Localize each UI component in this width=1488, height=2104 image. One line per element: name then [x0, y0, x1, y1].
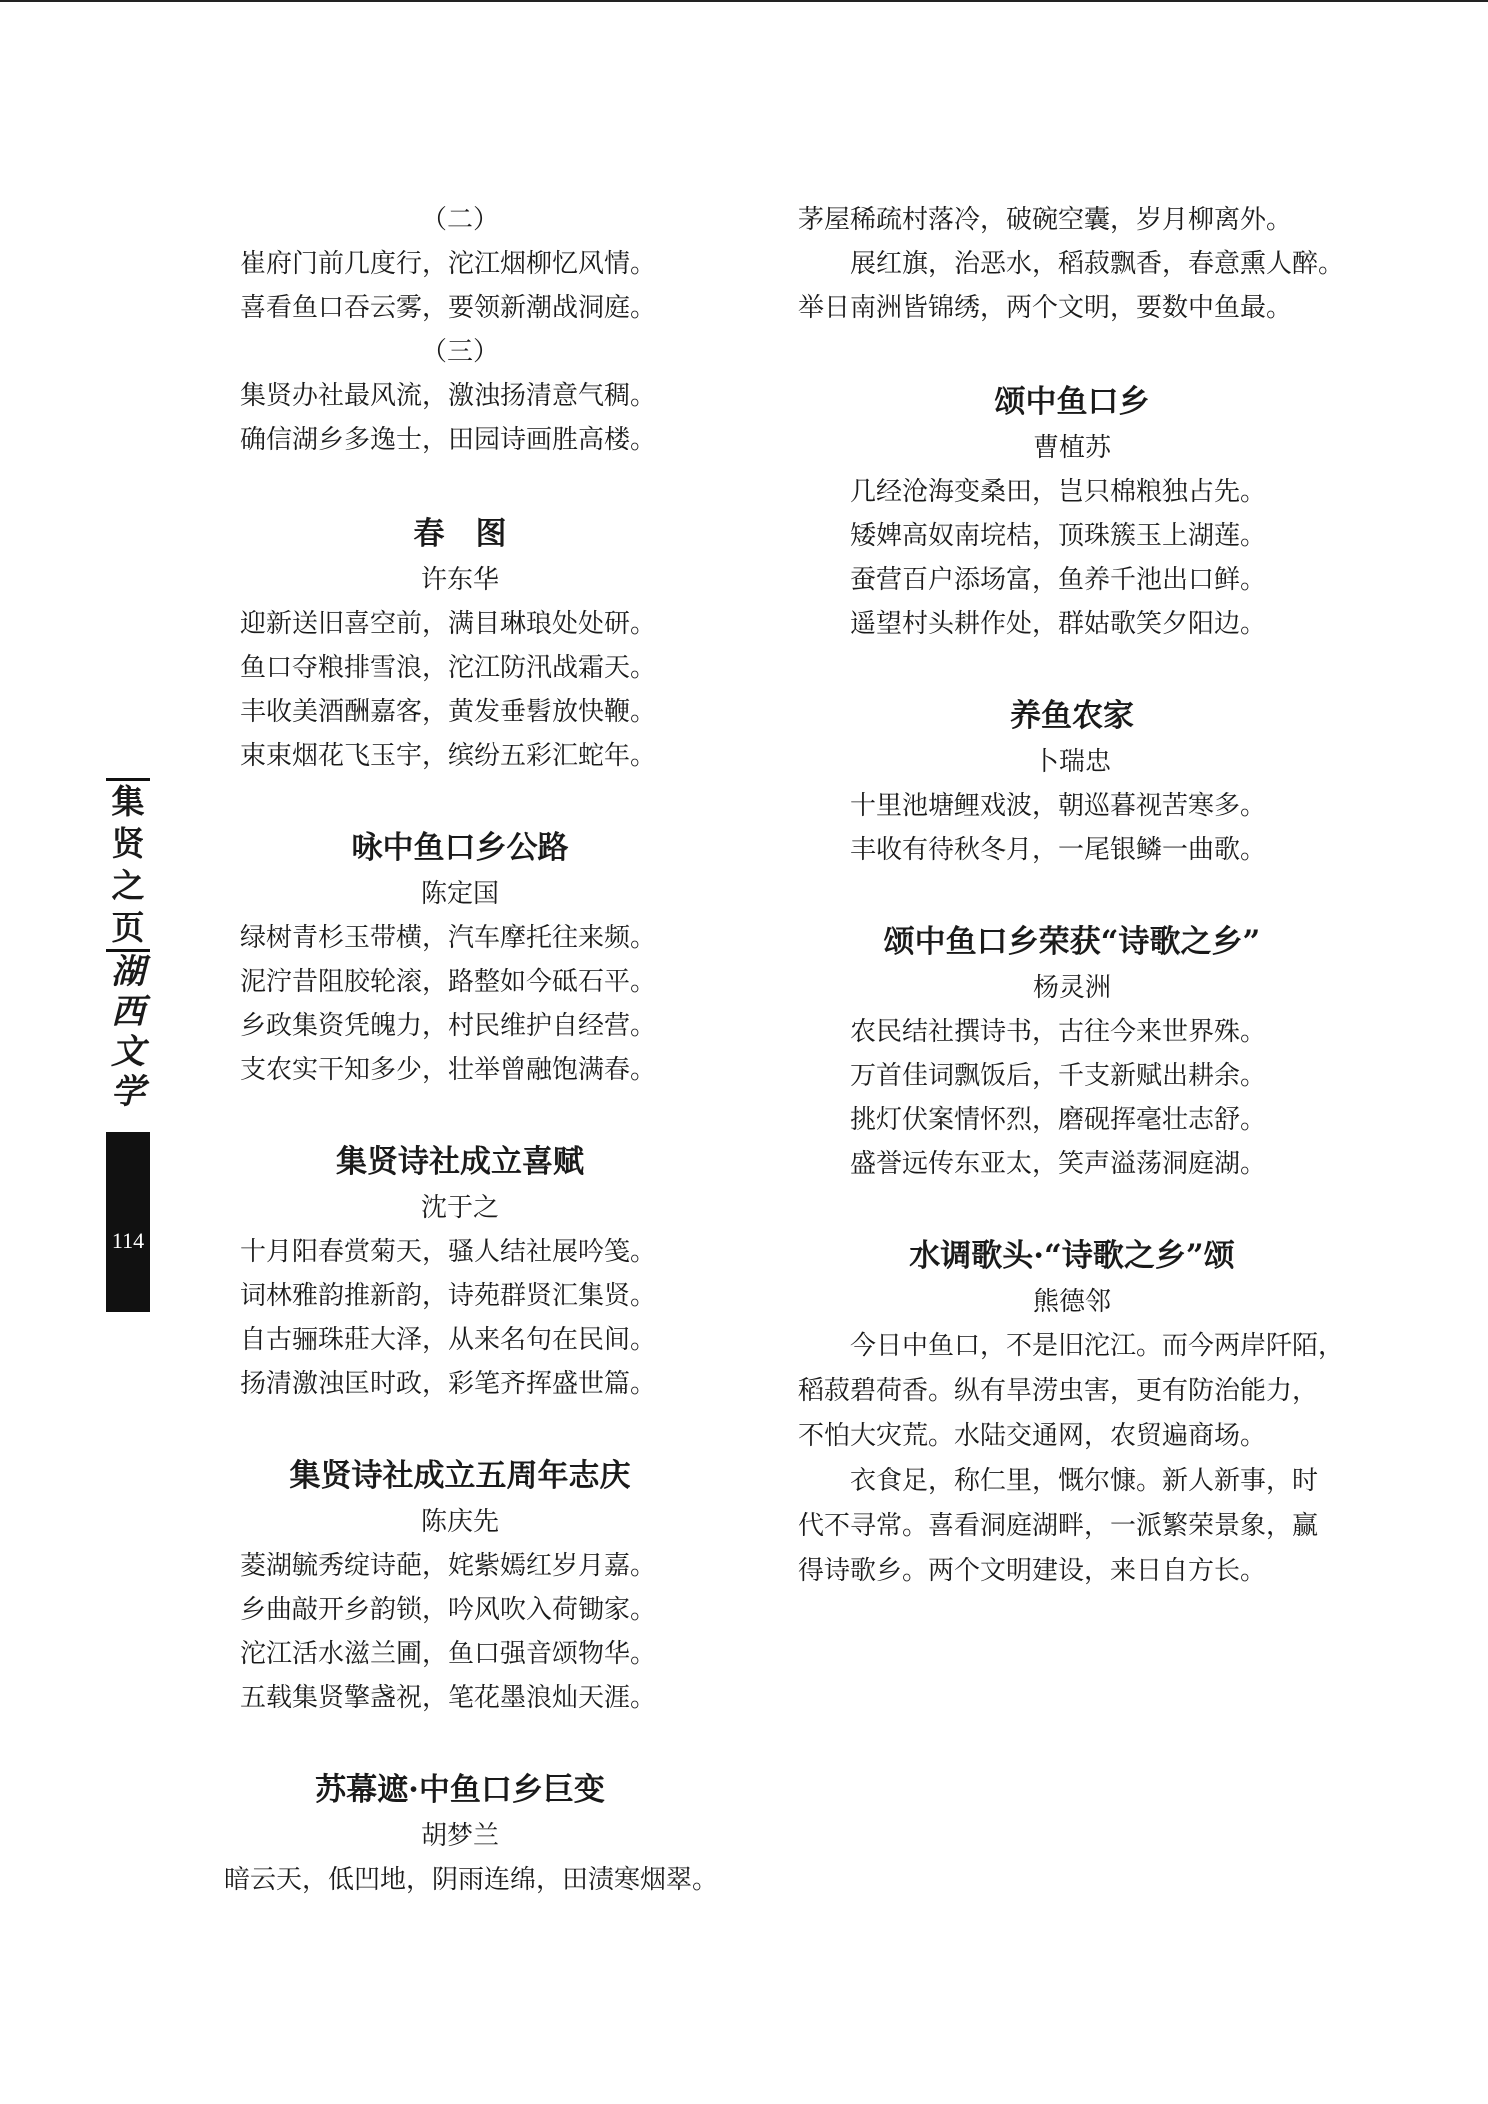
poem-line: 丰收有待秋冬月，一尾银鳞一曲歌。: [850, 835, 1267, 865]
poem-line: 今日中鱼口，不是旧沱江。而今两岸阡陌，: [850, 1331, 1345, 1361]
poem-line: 集贤办社最风流，激浊扬清意气稠。: [240, 381, 657, 411]
poem-line: 茅屋稀疏村落冷，破碗空囊，岁月柳离外。: [798, 205, 1293, 235]
magazine-logo-char: 西: [111, 992, 145, 1032]
poem-line: 自古骊珠莊大泽，从来名句在民间。: [240, 1325, 657, 1355]
poem-line: 矮婢高奴南垸桔，顶珠簇玉上湖莲。: [850, 521, 1267, 551]
poem-author: 胡梦兰: [420, 1821, 499, 1851]
section-char: 之: [111, 866, 145, 905]
poem-author: 熊德邻: [1032, 1287, 1111, 1317]
poem-title: 颂中鱼口乡: [994, 384, 1150, 420]
poem-title: 咏中鱼口乡公路: [351, 830, 569, 866]
poem-line: 支农实干知多少，壮举曾融饱满春。: [240, 1055, 657, 1085]
poem-line: 束束烟花飞玉宇，缤纷五彩汇蛇年。: [240, 741, 657, 771]
poem-author: 陈定国: [420, 879, 499, 909]
poem-line: 得诗歌乡。两个文明建设，来日自方长。: [798, 1556, 1267, 1586]
poem-line: 沱江活水滋兰圃，鱼口强音颂物华。: [240, 1639, 657, 1669]
poem-section-heading: （三）: [420, 337, 499, 367]
poem-author: 陈庆先: [420, 1507, 499, 1537]
poem-line: 举日南洲皆锦绣，两个文明，要数中鱼最。: [798, 293, 1293, 323]
poem-line: 衣食足，称仁里，慨尔慷。新人新事，时: [850, 1466, 1319, 1496]
poem-title: 颂中鱼口乡荣获“诗歌之乡”: [883, 924, 1261, 960]
top-border: [0, 0, 1488, 2]
poem-author: 卜瑞忠: [1032, 747, 1111, 777]
poem-line: 十月阳春赏菊天，骚人结社展吟笺。: [240, 1237, 657, 1267]
poem-line: 几经沧海变桑田，岂只棉粮独占先。: [850, 477, 1267, 507]
right-column: [798, 198, 1346, 1594]
poem-line: 暗云天，低凹地，阴雨连绵，田渍寒烟翠。: [224, 1865, 719, 1895]
poem-title: 养鱼农家: [1010, 698, 1134, 734]
poem-title: 集贤诗社成立喜赋: [336, 1144, 584, 1180]
poem-line: 蚕营百户添场富，鱼养千池出口鲜。: [850, 565, 1267, 595]
poem-line: 喜看鱼口吞云雾，要领新潮战洞庭。: [240, 293, 657, 323]
poem-line: 词林雅韵推新韵，诗苑群贤汇集贤。: [240, 1281, 657, 1311]
poem-line: 鱼口夺粮排雪浪，沱江防汛战霜天。: [240, 653, 657, 683]
poem-line: 稻菽碧荷香。纵有旱涝虫害，更有防治能力，: [798, 1376, 1319, 1406]
poem-section-heading: （二）: [420, 205, 499, 235]
poem-author: 许东华: [420, 565, 499, 595]
poem-line: 扬清激浊匡时政，彩笔齐挥盛世篇。: [240, 1369, 657, 1399]
poem-title: 水调歌头·“诗歌之乡”颂: [909, 1238, 1235, 1274]
magazine-logo-char: 学: [111, 1072, 145, 1112]
poem-line: 展红旗，治恶水，稻菽飘香，春意熏人醉。: [850, 249, 1345, 279]
poem-line: 丰收美酒酬嘉客，黄发垂髫放快鞭。: [240, 697, 657, 727]
poem-line: 农民结社撰诗书，古往今来世界殊。: [850, 1017, 1267, 1047]
poem-line: 五载集贤擎盏祝，笔花墨浪灿天涯。: [240, 1683, 657, 1713]
poem-line: 菱湖毓秀绽诗葩，姹紫嫣红岁月嘉。: [240, 1551, 657, 1581]
poem-line: 绿树青杉玉带横，汽车摩托往来频。: [240, 923, 657, 953]
page-number-block: [106, 1132, 150, 1312]
section-char: 集: [111, 782, 145, 821]
side-section-label: [106, 778, 150, 1312]
poem-line: 遥望村头耕作处，群姑歌笑夕阳边。: [850, 609, 1267, 639]
page-number: 114: [111, 1228, 145, 1253]
poem-line: 盛誉远传东亚太，笑声溢荡洞庭湖。: [850, 1149, 1267, 1179]
magazine-logo-char: 文: [111, 1032, 145, 1072]
poem-title: 集贤诗社成立五周年志庆: [289, 1458, 631, 1494]
poem-line: 崔府门前几度行，沱江烟柳忆风情。: [240, 249, 657, 279]
section-char: 贤: [111, 824, 145, 863]
poem-line: 挑灯伏案情怀烈，磨砚挥毫壮志舒。: [850, 1105, 1267, 1135]
poem-line: 泥泞昔阻胶轮滚，路整如今砥石平。: [240, 967, 657, 997]
poem-title: 苏幕遮·中鱼口乡巨变: [315, 1772, 605, 1808]
poem-line: 十里池塘鲤戏波，朝巡暮视苦寒多。: [850, 791, 1267, 821]
poem-author: 曹植苏: [1032, 433, 1111, 463]
poem-line: 乡政集资凭魄力，村民维护自经营。: [240, 1011, 657, 1041]
poem-line: 不怕大灾荒。水陆交通网，农贸遍商场。: [798, 1421, 1267, 1451]
poem-line: 迎新送旧喜空前，满目琳琅处处研。: [240, 609, 657, 639]
section-char: 页: [111, 908, 145, 947]
poem-line: 乡曲敲开乡韵锁，吟风吹入荷锄家。: [240, 1595, 657, 1625]
poem-line: 代不寻常。喜看洞庭湖畔，一派繁荣景象，赢: [798, 1511, 1319, 1541]
poem-author: 杨灵洲: [1032, 973, 1111, 1003]
poem-line: 万首佳词飘饭后，千支新赋出耕余。: [850, 1061, 1267, 1091]
magazine-logo-char: 湖: [111, 952, 145, 992]
left-column: [224, 198, 719, 1902]
poem-author: 沈于之: [420, 1193, 499, 1223]
poem-title: 春 图: [413, 516, 507, 552]
poem-line: 确信湖乡多逸士，田园诗画胜高楼。: [240, 425, 657, 455]
